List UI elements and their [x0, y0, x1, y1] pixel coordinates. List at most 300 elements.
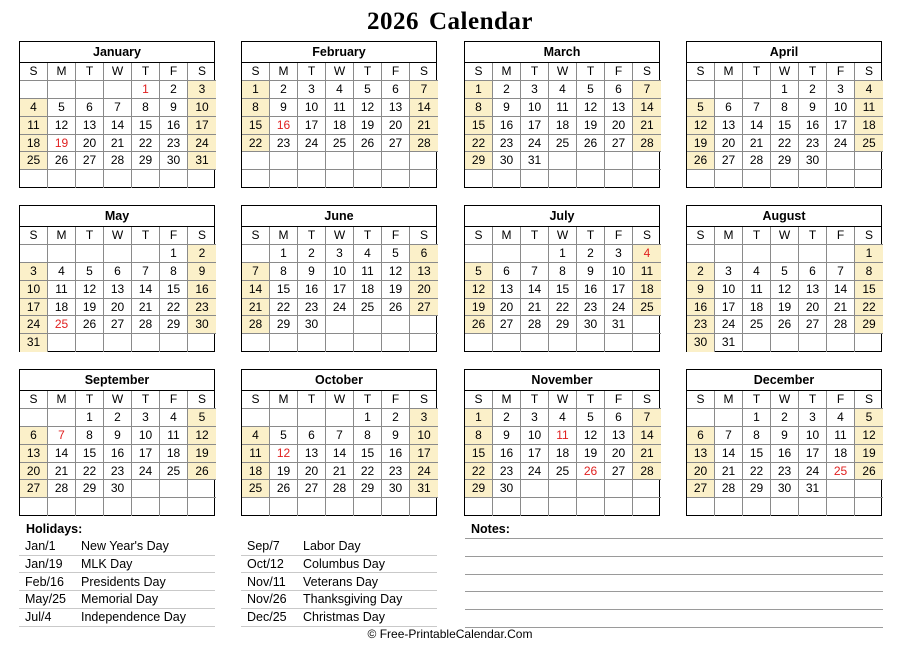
- weekday-header: S: [633, 391, 661, 409]
- empty-cell: [743, 245, 771, 263]
- month-grid: [20, 391, 214, 516]
- weekday-header: W: [771, 63, 799, 81]
- day-cell: 3: [20, 263, 48, 281]
- empty-cell: [298, 334, 326, 352]
- day-cell: 14: [410, 99, 438, 117]
- day-cell: 12: [577, 99, 605, 117]
- day-cell: 10: [715, 281, 743, 299]
- empty-cell: [493, 334, 521, 352]
- empty-cell: [242, 170, 270, 188]
- day-cell: 7: [132, 263, 160, 281]
- empty-cell: [104, 245, 132, 263]
- weekday-header: T: [76, 391, 104, 409]
- day-cell: 5: [354, 81, 382, 99]
- day-cell: 8: [771, 99, 799, 117]
- day-cell: 6: [715, 99, 743, 117]
- day-cell: 3: [188, 81, 216, 99]
- day-cell: 26: [48, 152, 76, 170]
- day-cell: 1: [771, 81, 799, 99]
- day-cell: 3: [521, 81, 549, 99]
- day-cell: 4: [855, 81, 883, 99]
- day-cell: 1: [354, 409, 382, 427]
- empty-cell: [521, 245, 549, 263]
- empty-cell: [465, 170, 493, 188]
- holiday-name: Presidents Day: [81, 574, 166, 589]
- day-cell: 11: [160, 427, 188, 445]
- weekday-header: F: [827, 63, 855, 81]
- day-cell: 3: [827, 81, 855, 99]
- day-cell: 25: [160, 463, 188, 481]
- empty-cell: [549, 170, 577, 188]
- empty-cell: [242, 334, 270, 352]
- day-cell: 14: [633, 99, 661, 117]
- day-cell: 16: [270, 117, 298, 135]
- day-cell: 21: [48, 463, 76, 481]
- day-cell: 1: [465, 409, 493, 427]
- empty-cell: [76, 498, 104, 516]
- empty-cell: [104, 334, 132, 352]
- weekday-header: F: [827, 391, 855, 409]
- weekday-header: S: [242, 391, 270, 409]
- day-cell: 21: [521, 299, 549, 317]
- day-cell: 15: [743, 445, 771, 463]
- day-cell: 29: [76, 480, 104, 498]
- day-cell: 8: [354, 427, 382, 445]
- day-cell: 3: [715, 263, 743, 281]
- day-cell: 20: [799, 299, 827, 317]
- month-name: January: [20, 42, 214, 63]
- month-december: [686, 369, 882, 516]
- empty-cell: [605, 498, 633, 516]
- day-cell: 29: [771, 152, 799, 170]
- day-cell: 8: [465, 427, 493, 445]
- day-cell: 5: [577, 409, 605, 427]
- holiday-name: New Year's Day: [81, 539, 169, 553]
- month-grid: [465, 63, 659, 188]
- empty-cell: [410, 498, 438, 516]
- day-cell: 5: [771, 263, 799, 281]
- day-cell: 28: [48, 480, 76, 498]
- empty-cell: [855, 334, 883, 352]
- day-cell: 10: [605, 263, 633, 281]
- month-january: [19, 41, 215, 188]
- weekday-header: M: [270, 227, 298, 245]
- day-cell: 1: [743, 409, 771, 427]
- weekday-header: W: [549, 391, 577, 409]
- weekday-header: S: [465, 391, 493, 409]
- day-cell: 22: [743, 463, 771, 481]
- empty-cell: [687, 498, 715, 516]
- empty-cell: [715, 498, 743, 516]
- day-cell: 19: [76, 299, 104, 317]
- day-cell: 6: [799, 263, 827, 281]
- day-cell: 23: [493, 135, 521, 153]
- day-cell: 27: [605, 135, 633, 153]
- weekday-header: T: [743, 63, 771, 81]
- weekday-header: T: [298, 227, 326, 245]
- weekday-header: T: [76, 63, 104, 81]
- day-cell: 10: [20, 281, 48, 299]
- day-cell: 13: [715, 117, 743, 135]
- weekday-header: S: [687, 227, 715, 245]
- day-cell: 23: [493, 463, 521, 481]
- day-cell: 1: [270, 245, 298, 263]
- day-cell: 13: [20, 445, 48, 463]
- month-november: [464, 369, 660, 516]
- holiday-date: Jan/1: [25, 539, 56, 553]
- day-cell: 15: [270, 281, 298, 299]
- day-cell: 22: [76, 463, 104, 481]
- empty-cell: [633, 152, 661, 170]
- day-cell: 5: [687, 99, 715, 117]
- empty-cell: [687, 245, 715, 263]
- day-cell: 29: [549, 316, 577, 334]
- weekday-header: T: [577, 391, 605, 409]
- weekday-header: M: [715, 63, 743, 81]
- day-cell: 19: [270, 463, 298, 481]
- weekday-header: T: [521, 63, 549, 81]
- empty-cell: [132, 334, 160, 352]
- empty-cell: [577, 480, 605, 498]
- day-cell: 10: [410, 427, 438, 445]
- day-cell: 22: [160, 299, 188, 317]
- day-cell: 2: [298, 245, 326, 263]
- weekday-header: W: [326, 391, 354, 409]
- weekday-header: T: [354, 63, 382, 81]
- day-cell: 19: [855, 445, 883, 463]
- weekday-header: F: [382, 391, 410, 409]
- day-cell: 24: [326, 299, 354, 317]
- day-cell: 3: [326, 245, 354, 263]
- empty-cell: [715, 170, 743, 188]
- day-cell: 2: [577, 245, 605, 263]
- holiday-date: Dec/25: [247, 610, 287, 625]
- day-cell: 29: [270, 316, 298, 334]
- month-grid: [20, 227, 214, 352]
- day-cell: 25: [549, 463, 577, 481]
- empty-cell: [605, 334, 633, 352]
- day-cell: 10: [827, 99, 855, 117]
- day-cell: 14: [48, 445, 76, 463]
- day-cell: 29: [132, 152, 160, 170]
- empty-cell: [326, 334, 354, 352]
- holiday-name: Christmas Day: [303, 610, 385, 625]
- day-cell: 1: [242, 81, 270, 99]
- day-cell: 27: [715, 152, 743, 170]
- day-cell: 21: [827, 299, 855, 317]
- day-cell: 9: [771, 427, 799, 445]
- day-cell: 10: [799, 427, 827, 445]
- weekday-header: W: [549, 227, 577, 245]
- day-cell: 4: [743, 263, 771, 281]
- day-cell: 29: [160, 316, 188, 334]
- day-cell: 24: [132, 463, 160, 481]
- day-cell: 16: [493, 117, 521, 135]
- day-cell: 29: [354, 480, 382, 498]
- day-cell: 30: [577, 316, 605, 334]
- weekday-header: S: [855, 63, 883, 81]
- day-cell: 21: [743, 135, 771, 153]
- day-cell: 27: [382, 135, 410, 153]
- empty-cell: [382, 170, 410, 188]
- day-cell: 27: [298, 480, 326, 498]
- day-cell: 23: [799, 135, 827, 153]
- day-cell: 22: [465, 463, 493, 481]
- empty-cell: [410, 152, 438, 170]
- day-cell: 21: [242, 299, 270, 317]
- day-cell: 31: [20, 334, 48, 352]
- weekday-header: S: [20, 227, 48, 245]
- day-cell: 10: [298, 99, 326, 117]
- day-cell: 9: [160, 99, 188, 117]
- day-cell: 27: [799, 316, 827, 334]
- day-cell: 5: [270, 427, 298, 445]
- day-cell: 17: [298, 117, 326, 135]
- day-cell: 28: [633, 463, 661, 481]
- day-cell: 23: [298, 299, 326, 317]
- empty-cell: [48, 245, 76, 263]
- day-cell: 17: [827, 117, 855, 135]
- day-cell: 14: [743, 117, 771, 135]
- weekday-header: T: [577, 227, 605, 245]
- day-cell: 7: [633, 81, 661, 99]
- holiday-row: [19, 591, 215, 609]
- day-cell: 7: [104, 99, 132, 117]
- day-cell: 18: [549, 117, 577, 135]
- day-cell: 5: [465, 263, 493, 281]
- month-may: [19, 205, 215, 352]
- day-cell: 26: [577, 463, 605, 481]
- weekday-header: W: [104, 391, 132, 409]
- day-cell: 7: [715, 427, 743, 445]
- holiday-date: Oct/12: [247, 556, 284, 571]
- weekday-header: S: [855, 227, 883, 245]
- day-cell: 17: [799, 445, 827, 463]
- page-title: [0, 8, 900, 36]
- weekday-header: W: [326, 227, 354, 245]
- month-grid: [687, 227, 881, 352]
- empty-cell: [577, 152, 605, 170]
- day-cell: 1: [76, 409, 104, 427]
- empty-cell: [743, 170, 771, 188]
- day-cell: 30: [160, 152, 188, 170]
- day-cell: 4: [549, 81, 577, 99]
- day-cell: 28: [326, 480, 354, 498]
- day-cell: 16: [493, 445, 521, 463]
- day-cell: 18: [743, 299, 771, 317]
- day-cell: 25: [827, 463, 855, 481]
- month-name: September: [20, 370, 214, 391]
- day-cell: 4: [20, 99, 48, 117]
- day-cell: 30: [382, 480, 410, 498]
- empty-cell: [633, 316, 661, 334]
- day-cell: 27: [605, 463, 633, 481]
- day-cell: 5: [855, 409, 883, 427]
- empty-cell: [188, 480, 216, 498]
- weekday-header: T: [298, 391, 326, 409]
- empty-cell: [465, 498, 493, 516]
- month-name: December: [687, 370, 881, 391]
- empty-cell: [76, 170, 104, 188]
- day-cell: 10: [521, 99, 549, 117]
- empty-cell: [354, 334, 382, 352]
- day-cell: 20: [382, 117, 410, 135]
- day-cell: 31: [715, 334, 743, 352]
- day-cell: 26: [577, 135, 605, 153]
- empty-cell: [270, 498, 298, 516]
- day-cell: 20: [687, 463, 715, 481]
- holiday-date: Nov/26: [247, 592, 287, 607]
- weekday-header: M: [48, 227, 76, 245]
- day-cell: 26: [855, 463, 883, 481]
- month-june: [241, 205, 437, 352]
- day-cell: 11: [20, 117, 48, 135]
- empty-cell: [799, 245, 827, 263]
- empty-cell: [493, 498, 521, 516]
- day-cell: 11: [326, 99, 354, 117]
- day-cell: 31: [188, 152, 216, 170]
- day-cell: 22: [354, 463, 382, 481]
- day-cell: 16: [188, 281, 216, 299]
- day-cell: 6: [76, 99, 104, 117]
- holiday-row: [241, 574, 437, 592]
- weekday-header: M: [493, 227, 521, 245]
- day-cell: 7: [633, 409, 661, 427]
- weekday-header: F: [160, 391, 188, 409]
- day-cell: 5: [382, 245, 410, 263]
- day-cell: 2: [771, 409, 799, 427]
- holiday-row: [241, 609, 437, 627]
- day-cell: 25: [743, 316, 771, 334]
- day-cell: 9: [493, 427, 521, 445]
- day-cell: 25: [855, 135, 883, 153]
- day-cell: 7: [242, 263, 270, 281]
- day-cell: 25: [242, 480, 270, 498]
- day-cell: 24: [521, 463, 549, 481]
- day-cell: 4: [633, 245, 661, 263]
- day-cell: 6: [605, 409, 633, 427]
- empty-cell: [855, 480, 883, 498]
- weekday-header: S: [188, 391, 216, 409]
- empty-cell: [188, 170, 216, 188]
- day-cell: 9: [382, 427, 410, 445]
- month-september: [19, 369, 215, 516]
- empty-cell: [827, 245, 855, 263]
- empty-cell: [855, 170, 883, 188]
- day-cell: 30: [104, 480, 132, 498]
- day-cell: 5: [577, 81, 605, 99]
- day-cell: 28: [633, 135, 661, 153]
- day-cell: 17: [605, 281, 633, 299]
- day-cell: 28: [743, 152, 771, 170]
- month-name: November: [465, 370, 659, 391]
- day-cell: 16: [298, 281, 326, 299]
- weekday-header: S: [687, 391, 715, 409]
- day-cell: 13: [104, 281, 132, 299]
- weekday-header: T: [799, 227, 827, 245]
- empty-cell: [242, 498, 270, 516]
- day-cell: 21: [326, 463, 354, 481]
- day-cell: 17: [521, 117, 549, 135]
- day-cell: 6: [104, 263, 132, 281]
- day-cell: 6: [382, 81, 410, 99]
- empty-cell: [76, 334, 104, 352]
- day-cell: 24: [605, 299, 633, 317]
- empty-cell: [270, 170, 298, 188]
- footer-credit: © Free-PrintableCalendar.Com: [367, 627, 533, 641]
- day-cell: 20: [76, 135, 104, 153]
- day-cell: 5: [48, 99, 76, 117]
- weekday-header: W: [549, 63, 577, 81]
- day-cell: 7: [827, 263, 855, 281]
- day-cell: 20: [104, 299, 132, 317]
- day-cell: 13: [687, 445, 715, 463]
- holiday-row: [241, 591, 437, 609]
- day-cell: 27: [410, 299, 438, 317]
- day-cell: 13: [605, 427, 633, 445]
- day-cell: 15: [465, 117, 493, 135]
- empty-cell: [771, 170, 799, 188]
- empty-cell: [132, 170, 160, 188]
- day-cell: 24: [827, 135, 855, 153]
- day-cell: 12: [270, 445, 298, 463]
- day-cell: 31: [521, 152, 549, 170]
- empty-cell: [743, 334, 771, 352]
- day-cell: 30: [799, 152, 827, 170]
- day-cell: 18: [20, 135, 48, 153]
- note-line: [465, 574, 883, 575]
- day-cell: 15: [855, 281, 883, 299]
- day-cell: 6: [493, 263, 521, 281]
- empty-cell: [20, 498, 48, 516]
- month-grid: [687, 63, 881, 188]
- empty-cell: [549, 480, 577, 498]
- day-cell: 27: [687, 480, 715, 498]
- day-cell: 12: [188, 427, 216, 445]
- day-cell: 31: [799, 480, 827, 498]
- day-cell: 18: [160, 445, 188, 463]
- day-cell: 23: [270, 135, 298, 153]
- day-cell: 28: [410, 135, 438, 153]
- weekday-header: S: [687, 63, 715, 81]
- holiday-row: [19, 574, 215, 592]
- empty-cell: [382, 316, 410, 334]
- day-cell: 2: [160, 81, 188, 99]
- day-cell: 13: [382, 99, 410, 117]
- weekday-header: S: [410, 227, 438, 245]
- day-cell: 23: [771, 463, 799, 481]
- day-cell: 17: [715, 299, 743, 317]
- day-cell: 25: [549, 135, 577, 153]
- weekday-header: W: [771, 227, 799, 245]
- day-cell: 10: [326, 263, 354, 281]
- day-cell: 18: [48, 299, 76, 317]
- day-cell: 22: [270, 299, 298, 317]
- title-year: 2026: [367, 8, 419, 35]
- month-february: [241, 41, 437, 188]
- empty-cell: [633, 334, 661, 352]
- weekday-header: M: [48, 63, 76, 81]
- day-cell: 25: [20, 152, 48, 170]
- weekday-header: S: [242, 63, 270, 81]
- empty-cell: [270, 334, 298, 352]
- day-cell: 24: [298, 135, 326, 153]
- day-cell: 14: [521, 281, 549, 299]
- empty-cell: [493, 170, 521, 188]
- day-cell: 6: [20, 427, 48, 445]
- empty-cell: [48, 81, 76, 99]
- empty-cell: [521, 170, 549, 188]
